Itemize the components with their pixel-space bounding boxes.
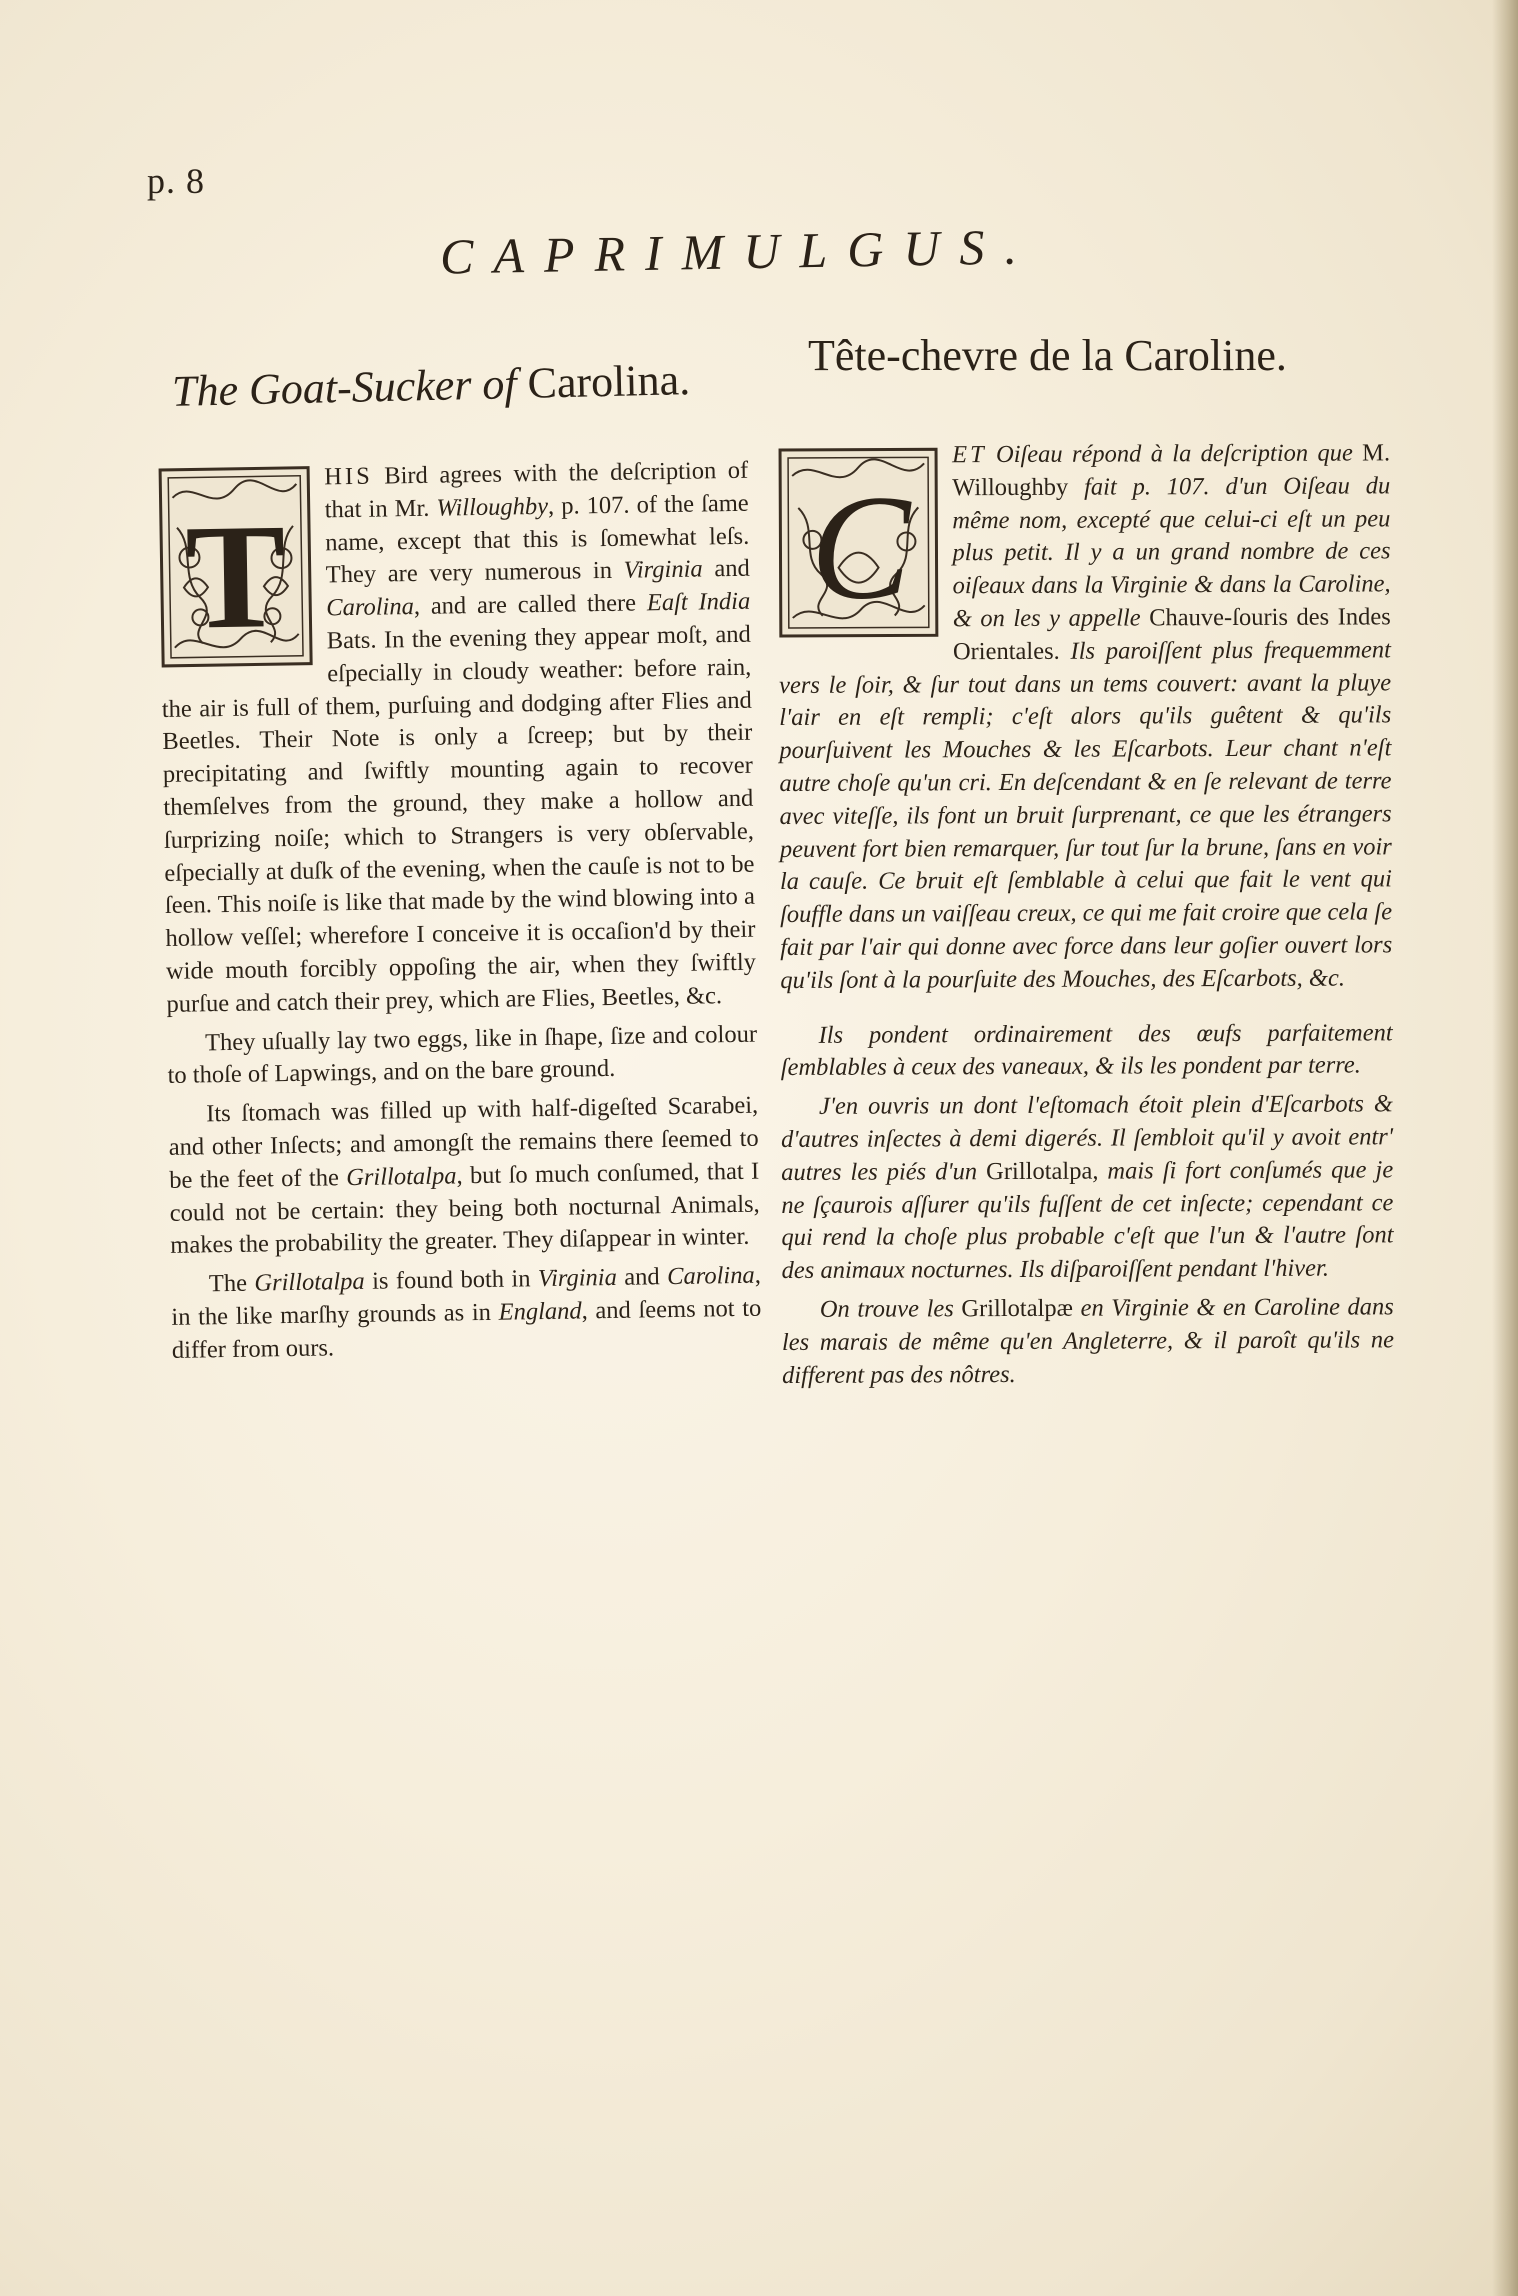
ornamental-initial-t (158, 466, 313, 668)
english-italic: Grillotalpa (254, 1267, 365, 1297)
dropcap-letter-t: T (184, 493, 288, 661)
english-paragraph-3 (168, 1090, 761, 1263)
french-text: Oiſeau répond à la deſcription que (986, 439, 1363, 469)
english-text: Its ſtomach was filled up with half-digeſted Scarabei, and other Inſects; and amongſt the remains there ſeemed to be the feet of the (168, 1091, 759, 1194)
french-paragraph-3 (781, 1088, 1394, 1287)
english-italic: Carolina (666, 1261, 755, 1291)
french-text: fait p. 107. d'un Oiſeau du même nom, excepté que celui-ci eſt un peu plus petit. Il y a un grand nombre de ces oiſeaux dans la Virginie & dans la Caroline, & on les y appelle (952, 472, 1391, 633)
french-paragraph-2: Ils pondent ordinairement des œufs parfaitement ſemblables à ceux des vaneaux, & ils les pondent par terre. (780, 1018, 1393, 1082)
french-roman: Grillotalpa (986, 1157, 1093, 1185)
english-text: , and ſeems not to differ from ours. (171, 1294, 762, 1364)
ornament-frame-icon (778, 447, 939, 638)
english-italic: Virginia (537, 1264, 618, 1293)
french-roman: M. Willoughby (952, 439, 1391, 502)
french-paragraph-4 (782, 1291, 1394, 1392)
french-text: On trouve les (819, 1295, 962, 1323)
french-roman: Chauve-ſouris des Indes Orientales. (952, 603, 1391, 666)
french-text: en Virginie & en Caroline dans les marais de même qu'en Angleterre, & il paroît qu'ils ne different pas des nôtres. (781, 1293, 1394, 1389)
english-text: Bird agrees with the deſcription of that in Mr. (324, 456, 749, 524)
english-title-roman: Carolina. (527, 355, 691, 408)
english-italic: Virginia (623, 555, 703, 585)
english-italic: England (498, 1297, 582, 1326)
ornamental-initial-c (778, 447, 939, 638)
french-column (778, 437, 1394, 1394)
french-opening-caps: ET (952, 441, 987, 469)
french-text: J'en ouvris un dont l'eſtomach étoit plein d'Eſcarbots & d'autres inſectes à demi digerés. Il ſembloit qu'il y avoit entr' autres les piés d'un (780, 1090, 1394, 1186)
english-text: , and are called there (413, 589, 648, 621)
english-column (158, 455, 762, 1370)
english-italic: Eaſt India (646, 587, 751, 617)
french-text: , mais ſi fort conſumés que je ne ſçaurois aſſurer qu'ils fuſſent de cet inſecte; cependant ce qui rend la choſe plus probable c'eſt que l'un & l'autre ſont des animaux nocturnes. Ils diſparoiſſent pendant l'hiver. (781, 1156, 1394, 1285)
english-text: and (616, 1263, 668, 1292)
french-title: Tête-chevre de la Caroline. (808, 331, 1287, 380)
english-italic: Willoughby (436, 492, 549, 522)
english-opening-caps: HIS (324, 462, 373, 491)
french-paragraph-1 (778, 437, 1392, 997)
english-title (171, 354, 690, 417)
ornament-frame-icon (158, 466, 313, 668)
english-text: , in the like marſhy grounds as in (171, 1261, 762, 1331)
english-text: The (208, 1269, 255, 1298)
english-italic: Grillotalpa (345, 1162, 457, 1191)
french-text: Ils paroiſſent plus frequemment vers le ſoir, & ſur tout dans un tems couvert: avant la pluye l'air en eſt rempli; c'eſt alors qu'ils guêtent & qu'ils pourſuivent les Mouches & les Eſcarbots. Leur chant n'eſt autre choſe qu'un cri. En deſcendant & en ſe relevant de terre avec viteſſe, ils font un bruit ſurprenant, ce que les étrangers peuvent fort bien remarquer, ſur tout ſur la brune, ſans en voir la cauſe. Ce bruit eſt ſemblable à celui que fait le vent qui ſouffle dans un vaiſſeau creux, ce qui me fait croire que cela ſe fait par l'air qui donne avec force dans leur goſier ouvert lors qu'ils ſont à la pourſuite des Mouches, des Eſcarbots, &c. (779, 636, 1393, 994)
english-italic: Carolina (326, 593, 415, 622)
english-text: , but ſo much conſumed, that I could not be certain: they being both nocturnal Animals, makes the probability the greater. They diſappear in winter. (169, 1157, 760, 1260)
french-roman: Grillotalpæ (961, 1294, 1074, 1323)
plate-reference: p. 8 (147, 161, 205, 201)
genus-title: CAPRIMULGUS. (439, 218, 1038, 285)
page-edge-shadow (1492, 0, 1518, 2296)
english-text: Bats. In the evening they appear moſt, and eſpecially in cloudy weather: before rain, the air is full of them, purſuing and dodging after Flies and Beetles. Their Note is only a ſcreep; but by their precipitating and ſwiftly mounting again to recover themſelves from the ground, they make a hollow and ſurprizing noiſe; which to Strangers is very obſervable, eſpecially at duſk of the evening, when the cauſe is not to be ſeen. This noiſe is like that made by the wind blowing into a hollow veſſel; wherefore I conceive it is occaſion'd by their wide mouth forcibly oppoſing the air, when they ſwiftly purſue and catch their prey, which are Flies, Beetles, &c. (161, 620, 757, 1018)
english-title-italic: The Goat-Sucker of (171, 359, 518, 416)
english-text: , p. 107. of the ſame name, except that this is ſomewhat leſs. They are very numerous in (325, 489, 750, 589)
english-text: is found both in (364, 1265, 539, 1295)
english-paragraph-1 (158, 455, 757, 1022)
dropcap-letter-c: C (810, 464, 911, 631)
english-text: and (702, 555, 750, 583)
english-paragraph-2: They uſually lay two eggs, like in ſhape, ſize and colour to thoſe of Lapwings, and on the bare ground. (167, 1020, 758, 1090)
english-paragraph-4 (171, 1260, 762, 1368)
